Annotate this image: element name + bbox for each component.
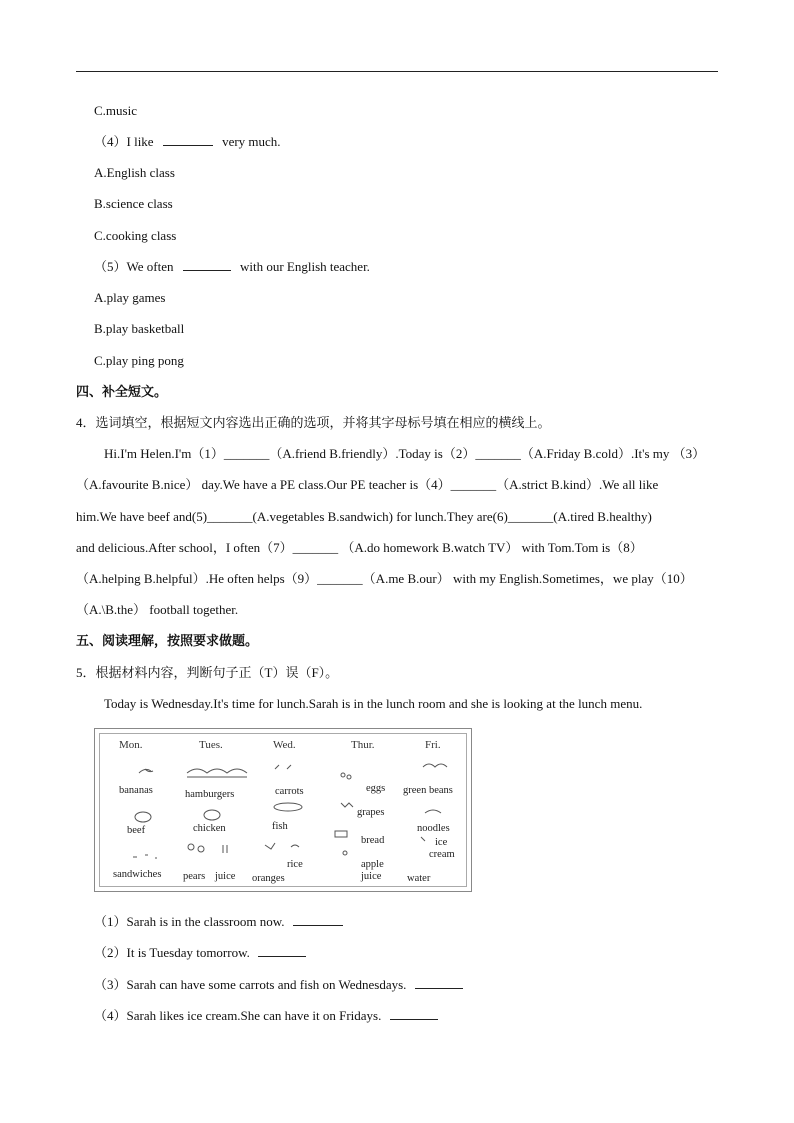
juice-sketch (223, 845, 227, 853)
question-text: （4）I like very much. (94, 134, 281, 149)
green-beans-sketch (423, 764, 447, 767)
tf-question: （2）It is Tuesday tomorrow. (94, 944, 744, 962)
menu-day-tues: Tues. (199, 739, 223, 751)
passage-line: （A.helping B.helpful）.He often helps（9）_______（A.me B.our） with my English.Sometimes，we play（10） (76, 571, 693, 586)
option-text: A.play games (94, 290, 166, 305)
food-label: juice (215, 871, 236, 882)
passage-line: and delicious.After school，I often（7）_______ （A.do homework B.watch TV） with Tom.Tom is（8） (76, 540, 643, 555)
passage-line: him.We have beef and(5)_______(A.vegetables B.sandwich) for lunch.They are(6)_______(A.tired B.healthy) (76, 509, 652, 524)
noodles-sketch (425, 810, 441, 813)
food-label: ice (435, 837, 448, 848)
option-text: B.play basketball (94, 321, 185, 336)
menu-day-thur: Thur. (351, 739, 375, 751)
rice-sketch (291, 845, 299, 847)
hamburgers-sketch (187, 769, 247, 773)
option-text: A.English class (94, 165, 175, 180)
food-label: eggs (366, 783, 386, 794)
tf-question: （3）Sarah can have some carrots and fish on Wednesdays. (94, 976, 744, 994)
food-label: pears (183, 871, 206, 882)
oranges-sketch (265, 843, 275, 849)
food-label: hamburgers (185, 789, 235, 800)
option-text: C.music (94, 103, 137, 118)
menu-day-mon: Mon. (119, 739, 143, 751)
beef-sketch (135, 812, 151, 822)
passage-line: Hi.I'm Helen.I'm（1）_______（A.friend B.friendly）.Today is（2）_______（A.Friday B.cold）.It's my （3） (104, 446, 706, 461)
intro-text: Today is Wednesday.It's time for lunch.Sarah is in the lunch room and she is looking at the lunch menu. (104, 696, 643, 711)
section-heading: 四、补全短文。 (76, 384, 168, 399)
bread-sketch (335, 831, 347, 837)
answer-blank[interactable] (415, 976, 463, 989)
passage-line: （A.favourite B.nice） day.We have a PE class.Our PE teacher is（4）_______（A.strict B.kind）.We all like (76, 477, 659, 492)
question-text: （5）We often with our English teacher. (94, 259, 370, 274)
grapes-sketch (341, 803, 353, 807)
food-label: juice (361, 871, 382, 882)
ice-cream-sketch (421, 837, 425, 841)
food-label: beef (127, 825, 146, 836)
food-label: green beans (403, 785, 453, 796)
food-label: bananas (119, 785, 153, 796)
food-label: rice (287, 859, 303, 870)
option-text: B.science class (94, 196, 173, 211)
eggs-sketch (341, 773, 345, 777)
answer-blank[interactable] (183, 258, 231, 271)
section-heading: 五、阅读理解，按照要求做题。 (76, 633, 259, 648)
food-label: bread (361, 835, 385, 846)
answer-blank[interactable] (390, 1007, 438, 1020)
tf-question: （4）Sarah likes ice cream.She can have it on Fridays. (94, 1007, 744, 1025)
food-label: carrots (275, 786, 304, 797)
option-text: C.play ping pong (94, 353, 184, 368)
food-label: fish (272, 821, 288, 832)
food-label: sandwiches (113, 869, 162, 880)
sandwiches-sketch (133, 855, 157, 858)
apple-sketch (343, 851, 347, 855)
food-label: grapes (357, 807, 385, 818)
answer-blank[interactable] (293, 913, 343, 926)
food-label: chicken (193, 823, 226, 834)
answer-blank[interactable] (163, 133, 213, 146)
menu-day-fri: Fri. (425, 739, 441, 751)
answer-blank[interactable] (258, 944, 306, 957)
food-label: noodles (417, 823, 450, 834)
food-label: cream (429, 849, 455, 860)
menu-day-wed: Wed. (273, 739, 296, 751)
tf-question: （1）Sarah is in the classroom now. (94, 913, 744, 931)
food-label: oranges (252, 873, 285, 884)
food-label: water (407, 873, 431, 884)
lunch-menu-image (94, 728, 472, 892)
chicken-sketch (204, 810, 220, 820)
option-text: C.cooking class (94, 228, 177, 243)
carrots-sketch (275, 765, 291, 769)
food-label: apple (361, 859, 384, 870)
instruction-text: 4．选词填空，根据短文内容选出正确的选项，并将其字母标号填在相应的横线上。 (76, 415, 551, 430)
fish-sketch (274, 803, 302, 811)
header-rule (76, 71, 718, 72)
instruction-text: 5．根据材料内容，判断句子正（T）误（F）。 (76, 665, 339, 680)
pears-sketch (188, 844, 194, 850)
passage-line: （A.\B.the） football together. (76, 602, 239, 617)
